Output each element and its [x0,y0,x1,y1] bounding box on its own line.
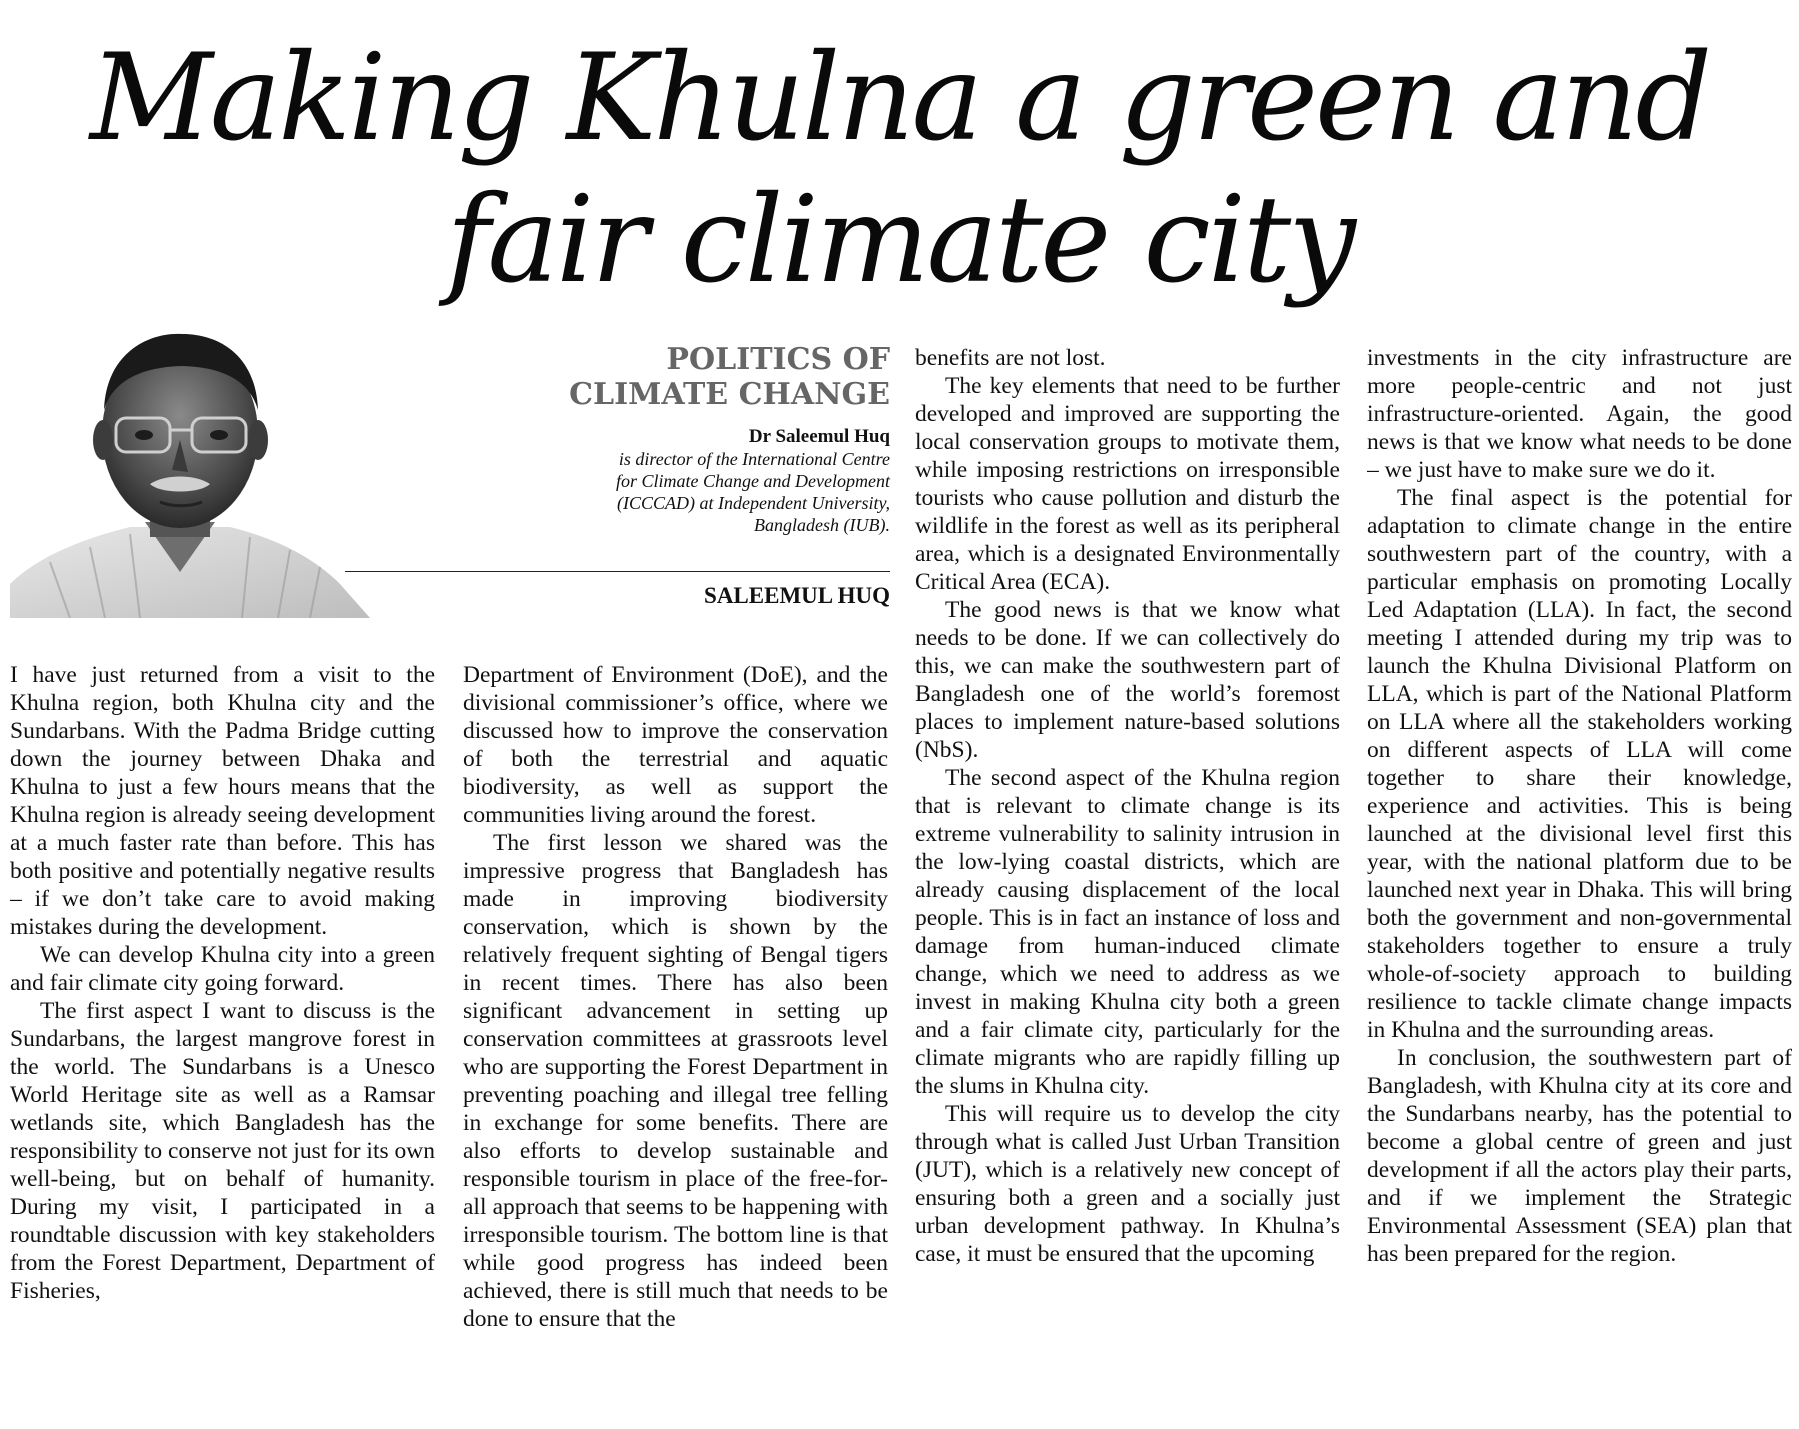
paragraph: The first lesson we shared was the impressive progress that Bangladesh has made in improving biodiversity conservation, which is shown by the relatively frequent sighting of Bengal tigers in recent times. There has also been significant advancement in setting up conservation committees at grassroots level who are supporting the Forest Department in preventing poaching and illegal tree felling in exchange for some benefits. There are also efforts to develop sustainable and responsible tourism in place of the free-for-all approach that seems to be happening with irresponsible tourism. The bottom line is that while good progress has indeed been achieved, there is still much that needs to be done to ensure that the [463,830,888,1332]
column-kicker [470,342,890,412]
headline-line-1: Making Khulna a green and [89,29,1710,168]
paragraph: investments in the city infrastructure are more people-centric and not just infrastructure-oriented. Again, the good news is that we know what needs to be done – we just have to make sure we do it. [1367,345,1792,483]
author-bio-line-4: Bangladesh (IUB). [754,515,890,535]
article-column-2 [463,661,888,1421]
paragraph: The final aspect is the potential for adaptation to climate change in the entire southwestern part of the country, with a particular emphasis on promoting Locally Led Adaptation (LLA). In fact, the second meeting I attended during my trip was to launch the Khulna Divisional Platform on LLA, which is part of the National Platform on LLA where all the stakeholders working on different aspects of LLA will come together to share their knowledge, experience and activities. This is being launched at the divisional level first this year, with the national platform due to be launched next year in Dhaka. This will bring both the government and non-governmental stakeholders together to ensure a truly whole-of-society approach to building resilience to tackle climate change impacts in Khulna and the surrounding areas. [1367,485,1792,1043]
author-photo [10,322,380,618]
byline: SALEEMUL HUQ [704,583,890,608]
headline-line-2: fair climate city [445,171,1354,310]
paragraph: The good news is that we know what needs to be done. If we can collectively do this, we can make the southwestern part of Bangladesh one of the world’s foremost places to implement nature-based solutions (NbS). [915,597,1340,763]
paragraph: We can develop Khulna city into a green and fair climate city going forward. [10,942,435,996]
kicker-line-1: POLITICS OF [666,342,890,377]
paragraph: This will require us to develop the city through what is called Just Urban Transition (JUT), which is a relatively new concept of ensuring both a green and a socially just urban development pathway. In Khulna’s case, it must be ensured that the upcoming [915,1101,1340,1267]
kicker-line-2: CLIMATE CHANGE [569,377,890,412]
headline [0,28,1799,312]
byline-rule [345,571,890,572]
author-bio-line-3: (ICCCAD) at Independent University, [617,493,890,513]
paragraph: The first aspect I want to discuss is the Sundarbans, the largest mangrove forest in the world. The Sundarbans is a Unesco World Heritage site as well as a Ramsar wetlands site, which Bangladesh has the responsibility to conserve not just for its own well-being, but on behalf of humanity. During my visit, I participated in a roundtable discussion with key stakeholders from the Forest Department, Department of Fisheries, [10,998,435,1304]
author-name: Dr Saleemul Huq [748,426,890,447]
author-bio [500,426,890,536]
paragraph: benefits are not lost. [915,345,1106,371]
paragraph: The key elements that need to be further developed and improved are supporting the local conservation groups to motivate them, while imposing restrictions on irresponsible tourists who cause pollution and disturb the wildlife in the forest as well as its peripheral area, which is a designated Environmentally Critical Area (ECA). [915,373,1340,595]
paragraph: Department of Environment (DoE), and the divisional commissioner’s office, where we discussed how to improve the conservation of both the terrestrial and aquatic biodiversity, as well as support the communities living around the forest. [463,662,888,828]
author-bio-line-1: is director of the International Centre [618,449,890,469]
paragraph: In conclusion, the southwestern part of Bangladesh, with Khulna city at its core and the Sundarbans nearby, has the potential to become a global centre of green and just development if all the actors play their parts, and if we implement the Strategic Environmental Assessment (SEA) plan that has been prepared for the region. [1367,1045,1792,1267]
article-column-1 [10,661,435,1421]
paragraph: I have just returned from a visit to the Khulna region, both Khulna city and the Sundarbans. With the Padma Bridge cutting down the journey between Dhaka and Khulna to just a few hours means that the Khulna region is already seeing development at a much faster rate than before. This has both positive and potentially negative results – if we don’t take care to avoid making mistakes during the development. [10,662,435,940]
article-column-4 [1367,344,1792,1421]
author-bio-line-2: for Climate Change and Development [616,471,890,491]
article-column-3 [915,344,1340,1421]
paragraph: The second aspect of the Khulna region that is relevant to climate change is its extreme vulnerability to salinity intrusion in the low-lying coastal districts, which are already causing displacement of the local people. This is in fact an instance of loss and damage from human-induced climate change, which we need to address as we invest in making Khulna city both a green and a fair climate city, particularly for the climate migrants who are rapidly filling up the slums in Khulna city. [915,765,1340,1099]
